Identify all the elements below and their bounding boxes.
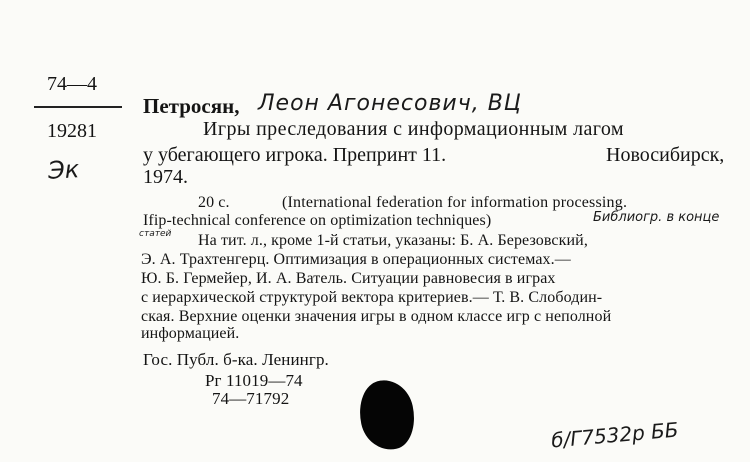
left-handwritten-note: Эк	[47, 155, 80, 185]
title-line-2a: у убегающего игрока. Препринт 11.	[143, 144, 447, 166]
author-printed: Петросян,	[143, 94, 240, 118]
ink-blot	[353, 375, 420, 455]
code-2: 74—71792	[212, 389, 290, 408]
title-line-1: Игры преследования с информационным лагом	[203, 118, 624, 140]
series-line-1: (International federation for information processing.	[282, 194, 628, 211]
pages: 20 с.	[198, 194, 230, 211]
note-line-5: ская. Верхние оценки значения игры в одном классе игр с неполной	[141, 308, 612, 325]
bottom-handwritten: б/Г7532р ББ	[550, 417, 680, 453]
note-line-2: Э. А. Трахтенгерц. Оптимизация в операционных системах.—	[141, 251, 571, 268]
note-line-3: Ю. Б. Гермейер, И. А. Ватель. Ситуации равновесия в играх	[141, 270, 556, 287]
left-number: 19281	[47, 120, 97, 142]
series-line-2: Ifip-technical conference on optimization techniques)	[143, 212, 492, 229]
library: Гос. Публ. б-ка. Ленингр.	[143, 350, 329, 369]
year: 1974.	[143, 166, 188, 188]
top-code-underline	[34, 106, 122, 108]
title-line-2b: Новосибирск,	[606, 144, 725, 166]
top-code: 74—4	[47, 73, 97, 95]
note-line-4: с иерархической структурой вектора критериев.— Т. В. Слободин-	[141, 289, 603, 306]
small-handwritten: статей	[139, 229, 172, 239]
author-handwritten: Леон Агонесович, ВЦ	[258, 91, 522, 116]
note-line-1: На тит. л., кроме 1-й статьи, указаны: Б. А. Березовский,	[198, 232, 588, 249]
code-1: Рг 11019—74	[205, 371, 303, 390]
series-handwritten: Библиогр. в конце	[593, 210, 720, 225]
note-line-6: информацией.	[141, 325, 240, 342]
